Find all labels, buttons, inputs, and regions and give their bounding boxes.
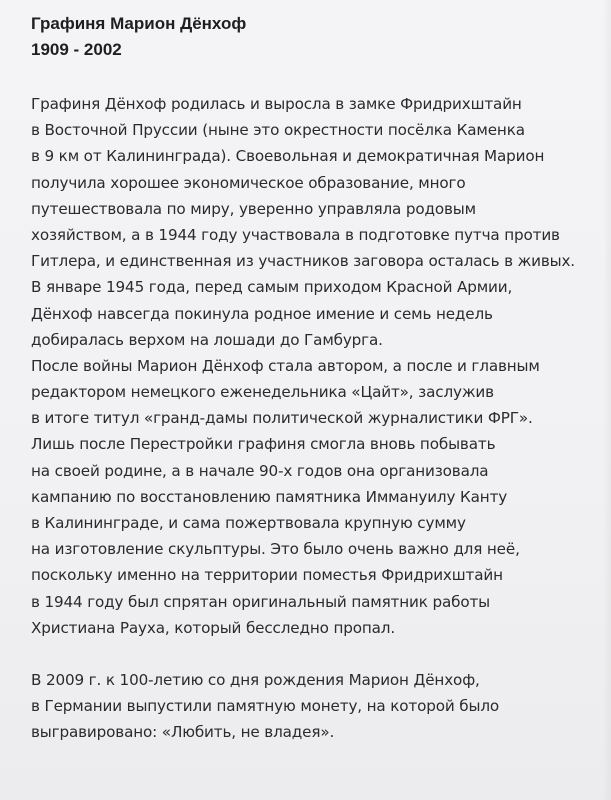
text-line: редактором немецкого еженедельника «Цайт», заслужив [31, 383, 494, 402]
text-line: в Калининграде, и сама пожертвовала крупную сумму [31, 514, 466, 532]
page-title: Графиня Марион Дёнхоф [31, 14, 247, 33]
text-line: добиралась верхом на лошади до Гамбурга. [31, 330, 383, 349]
text-line: кампанию по восстановлению памятника Иммануилу Канту [31, 487, 508, 506]
text-line: выгравировано: «Любить, не владея». [31, 723, 335, 742]
text-line: После войны Марион Дёнхоф стала автором, а после и главным [31, 356, 540, 375]
text-line: в 1944 году был спрятан оригинальный памятник работы [31, 592, 490, 611]
text-line: Гитлера, и единственная из участников заговора осталась в живых. [31, 252, 575, 271]
text-line: Христиана Рауха, который бесследно пропал. [31, 618, 396, 637]
text-line: в 9 км от Калининграда). Своевольная и демократичная Марион [31, 147, 545, 166]
life-years: 1909 - 2002 [31, 40, 122, 59]
text-line: на изготовление скульптуры. Это было очень важно для неё, [31, 540, 520, 559]
text-line: в итоге титул «гранд-дамы политической журналистики ФРГ». [31, 409, 533, 428]
text-line: поскольку именно на территории поместья Фридрихштайн [31, 566, 503, 585]
text-line: получила хорошее экономическое образование, много [31, 173, 466, 192]
panel-edge-shadow [603, 0, 611, 800]
text-line: на своей родине, а в начале 90-х годов она организовала [31, 461, 489, 480]
paragraph-spacer [31, 641, 611, 667]
text-line: В 2009 г. к 100-летию со дня рождения Марион Дёнхоф, [31, 670, 480, 689]
text-line: в Восточной Пруссии (ныне это окрестности посёлка Каменка [31, 121, 525, 140]
text-line: путешествовала по миру, уверенно управляла родовым [31, 199, 476, 218]
text-line: Дёнхоф навсегда покинула родное имение и семь недель [31, 304, 493, 323]
text-line: в Германии выпустили памятную монету, на которой было [31, 697, 500, 716]
biography-text [31, 91, 611, 746]
text-line: Лишь после Перестройки графиня смогла вновь побывать [31, 435, 496, 454]
text-line: Графиня Дёнхоф родилась и выросла в замке Фридрихштайн [31, 95, 522, 113]
text-line: В январе 1945 года, перед самым приходом Красной Армии, [31, 278, 513, 297]
text-line: хозяйством, а в 1944 году участвовала в подготовке путча против [31, 225, 560, 244]
